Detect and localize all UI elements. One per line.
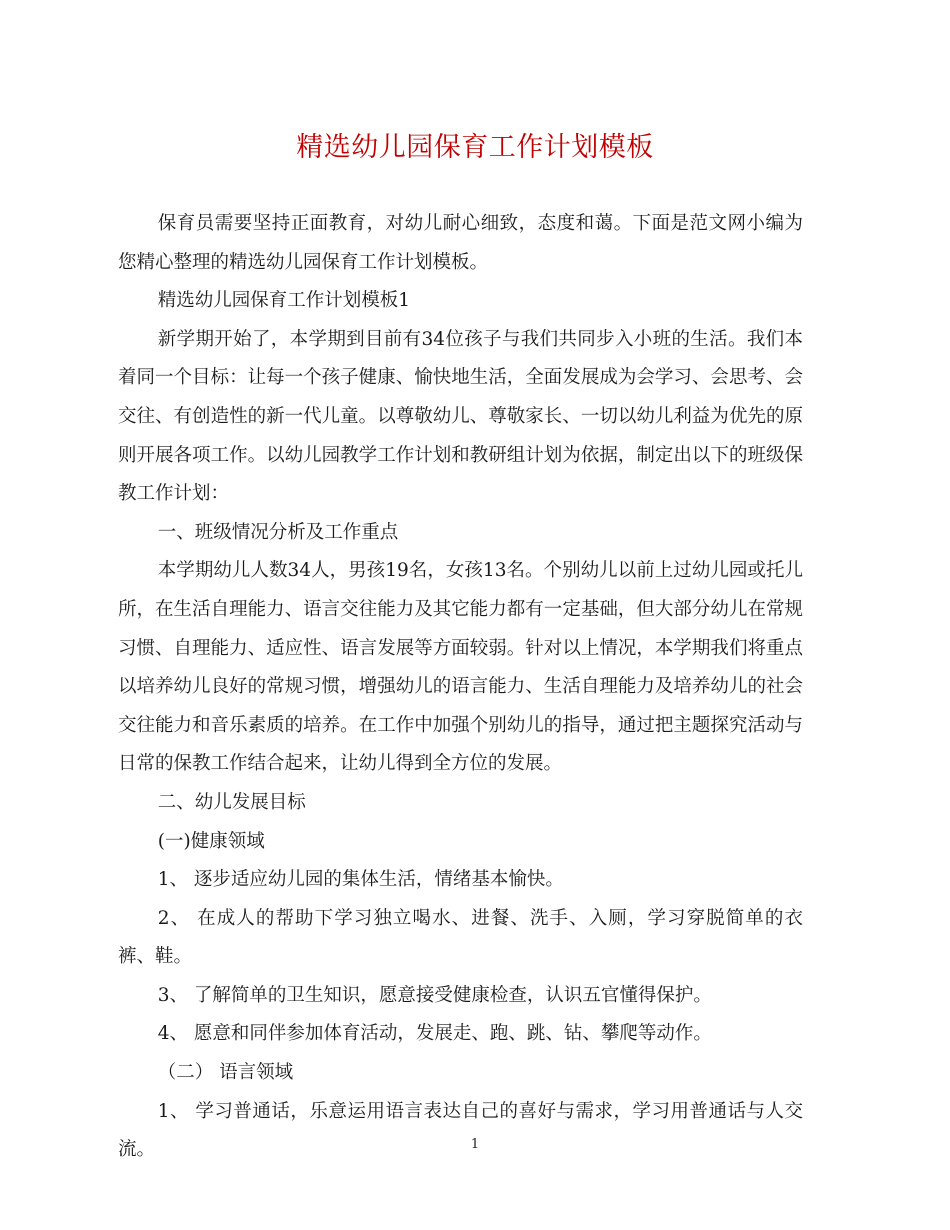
list-item: 3、 了解简单的卫生知识，愿意接受健康检查，认识五官懂得保护。: [157, 984, 712, 1006]
list-item: 1、 逐步适应幼儿园的集体生活，情绪基本愉快。: [157, 869, 564, 891]
section-heading-template-1: 精选幼儿园保育工作计划模板1: [157, 290, 411, 312]
body-paragraph: 本学期幼儿人数34人，男孩19名，女孩13名。个别幼儿以前上过幼儿园或托儿所，在生活自理能力、语言交往能力及其它能力都有一定基础，但大部分幼儿在常规习惯、自理能力、适应性、语言发展等方面较弱。针对以上情况，本学期我们将重点以培养幼儿良好的常规习惯，增强幼儿的语言能力、生活自理能力及培养幼儿的社会交往能力和音乐素质的培养。在工作中加强个别幼儿的指导，通过把主题探究活动与日常的保教工作结合起来，让幼儿得到全方位的发展。: [118, 560, 803, 775]
subsection-heading: (一)健康领域: [157, 830, 265, 852]
body-paragraph: 新学期开始了，本学期到目前有34位孩子与我们共同步入小班的生活。我们本着同一个目标：让每一个孩子健康、愉快地生活，全面发展成为会学习、会思考、会交往、有创造性的新一代儿童。以尊敬幼儿、尊敬家长、一切以幼儿利益为优先的原则开展各项工作。以幼儿园教学工作计划和教研组计划为依据，制定出以下的班级保教工作计划：: [118, 328, 803, 505]
section-heading: 一、班级情况分析及工作重点: [157, 521, 399, 543]
section-heading: 二、幼儿发展目标: [157, 791, 306, 813]
list-item: 1、 学习普通话，乐意运用语言表达自己的喜好与需求，学习用普通话与人交流。: [118, 1100, 803, 1161]
intro-paragraph: 保育员需要坚持正面教育，对幼儿耐心细致，态度和蔼。下面是范文网小编为您精心整理的精选幼儿园保育工作计划模板。: [118, 213, 803, 273]
list-item: 2、 在成人的帮助下学习独立喝水、进餐、洗手、入厕，学习穿脱简单的衣裤、鞋。: [118, 907, 803, 968]
document-body: [118, 205, 803, 1170]
list-item: 4、 愿意和同伴参加体育活动，发展走、跑、跳、钻、攀爬等动作。: [157, 1023, 712, 1045]
document-title: 精选幼儿园保育工作计划模板: [296, 132, 654, 163]
subsection-heading: （二） 语言领域: [157, 1062, 294, 1084]
page-number: 1: [470, 1137, 480, 1152]
